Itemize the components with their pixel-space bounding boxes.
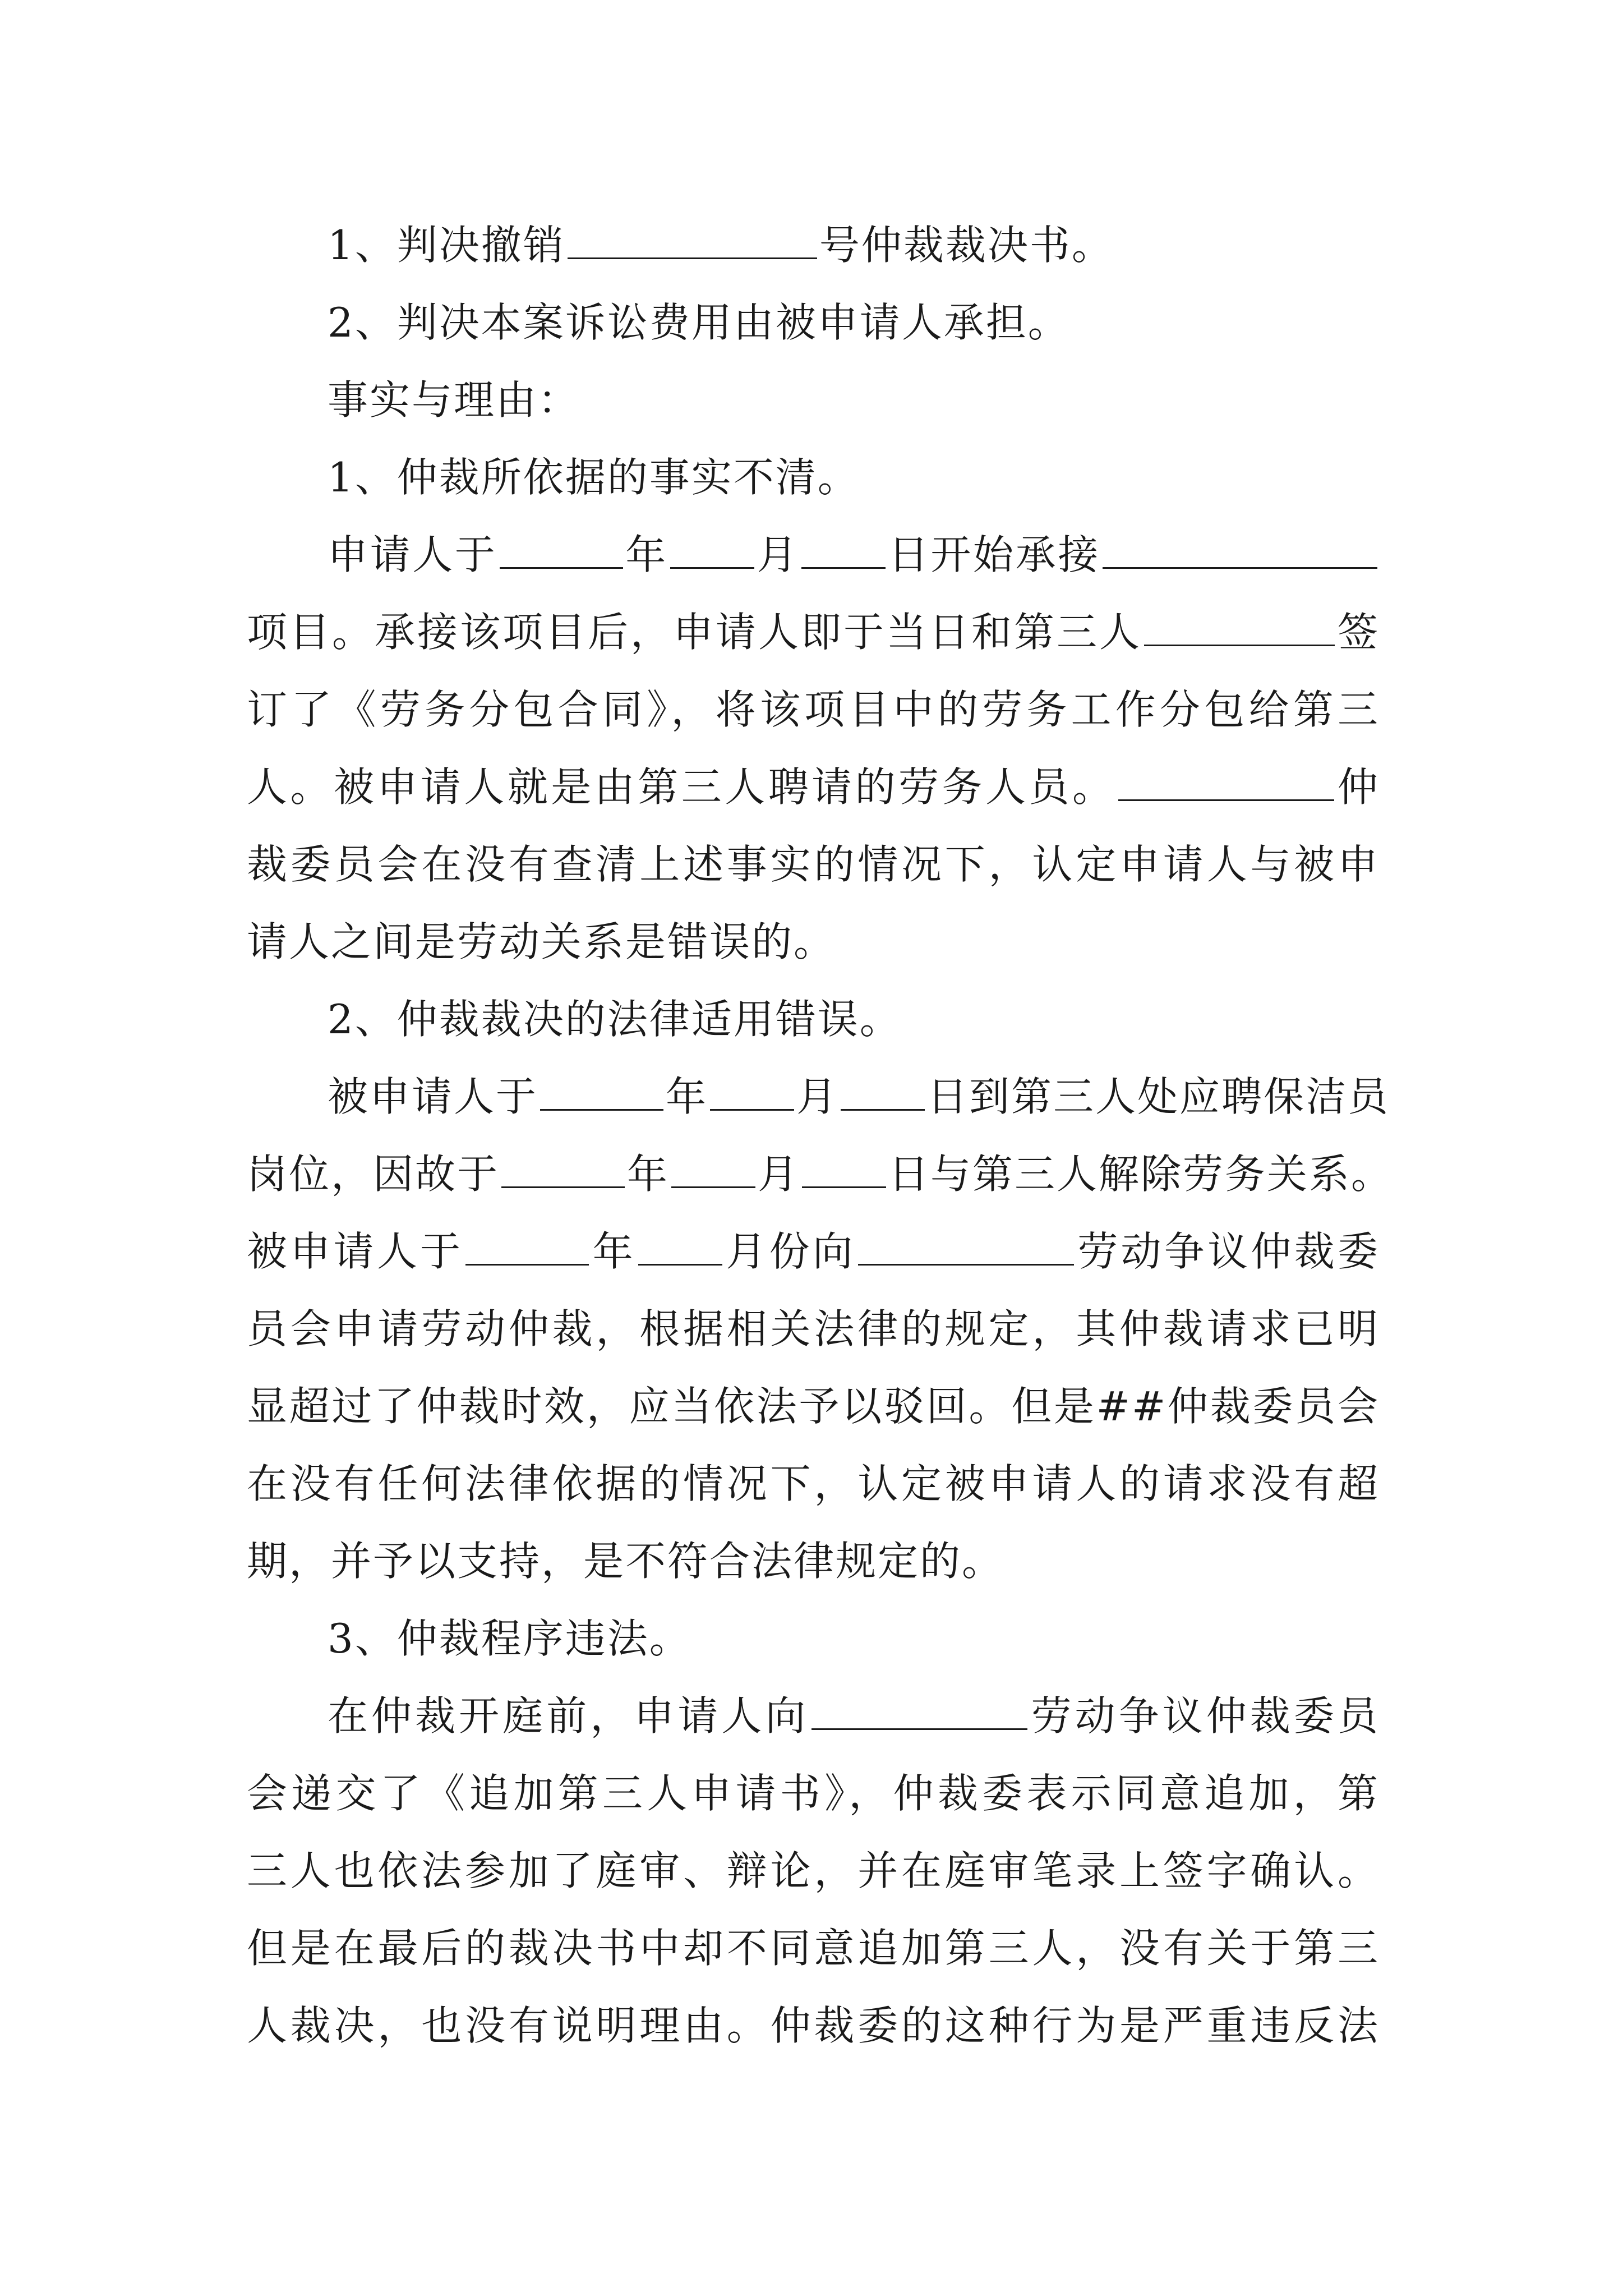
fill-in-blank (671, 1153, 755, 1188)
text-line (247, 1600, 1380, 1677)
fill-in-blank (1144, 611, 1335, 646)
fill-in-blank (501, 1153, 625, 1188)
document-body (247, 206, 1394, 2064)
fill-in-blank (710, 1075, 794, 1111)
line-text: 在仲裁开庭前，申请人向 (328, 1692, 809, 1740)
line-text: 岗位，因故于 (247, 1151, 500, 1198)
text-line (247, 1987, 1380, 2064)
text-line (247, 439, 1380, 516)
line-text: 在没有任何法律依据的情况下，认定被申请人的请求没有超 (247, 1460, 1380, 1507)
line-text: 劳动争议仲裁委 (1076, 1228, 1380, 1275)
text-line (247, 206, 1380, 284)
fill-in-blank (1103, 533, 1377, 569)
text-line (247, 1832, 1380, 1910)
text-line (247, 593, 1380, 671)
text-line (247, 1058, 1390, 1135)
text-line (247, 1910, 1380, 1987)
line-text: 但是在最后的裁决书中却不同意追加第三人，没有关于第三 (247, 1925, 1380, 1972)
line-text: 年 (625, 531, 668, 578)
line-text: 日开始承接 (888, 531, 1100, 578)
text-line (247, 284, 1380, 361)
text-line (247, 981, 1380, 1058)
fill-in-blank (500, 533, 623, 569)
line-text: 日与第三人解除劳务关系。 (888, 1151, 1394, 1198)
text-line (247, 1445, 1380, 1522)
line-text: 号仲裁裁决书。 (819, 222, 1114, 269)
line-text: 员会申请劳动仲裁，根据相关法律的规定，其仲裁请求已明 (247, 1305, 1380, 1352)
fill-in-blank (841, 1075, 925, 1111)
line-text: 申请人于 (328, 531, 497, 578)
fill-in-blank (1118, 766, 1334, 801)
line-text: 请人之间是劳动关系是错误的。 (247, 918, 836, 965)
line-text: 2、判决本案诉讼费用由被申请人承担。 (328, 299, 1070, 346)
fill-in-blank (670, 533, 754, 569)
line-text: 人。被申请人就是由第三人聘请的劳务人员。 (247, 763, 1116, 811)
line-text: 三人也依法参加了庭审、辩论，并在庭审笔录上签字确认。 (247, 1847, 1380, 1894)
line-text: 项目。承接该项目后，申请人即于当日和第三人 (247, 609, 1142, 656)
line-text: 订了《劳务分包合同》，将该项目中的劳务工作分包给第三 (247, 686, 1380, 733)
text-line (247, 903, 1380, 981)
line-text: 被申请人于 (247, 1228, 464, 1275)
text-line (247, 1522, 1380, 1600)
line-text: 日到第三人处应聘保洁员 (927, 1073, 1390, 1120)
line-text: 1、仲裁所依据的事实不清。 (328, 454, 860, 501)
fill-in-blank (858, 1230, 1074, 1266)
line-text: 人裁决，也没有说明理由。仲裁委的这种行为是严重违反法 (247, 2002, 1380, 2049)
line-text: 年 (666, 1073, 708, 1120)
fill-in-blank (802, 1153, 886, 1188)
text-line (247, 516, 1380, 593)
text-line (247, 826, 1380, 903)
line-text: 被申请人于 (328, 1073, 538, 1120)
line-text: 年 (591, 1228, 636, 1275)
fill-in-blank (811, 1695, 1027, 1730)
line-text: 2、仲裁裁决的法律适用错误。 (328, 996, 902, 1043)
line-text: 仲 (1336, 763, 1380, 811)
line-text: 显超过了仲裁时效，应当依法予以驳回。但是##仲裁委员会 (247, 1383, 1380, 1430)
fill-in-blank (638, 1230, 722, 1266)
line-text: 裁委员会在没有查清上述事实的情况下，认定申请人与被申 (247, 841, 1380, 888)
line-text: 劳动争议仲裁委员 (1029, 1692, 1380, 1740)
fill-in-blank (540, 1075, 663, 1111)
text-line (247, 1755, 1380, 1832)
line-text: 月 (796, 1073, 839, 1120)
line-text: 月 (758, 1151, 800, 1198)
text-line (247, 1368, 1380, 1445)
text-line (247, 1677, 1380, 1755)
text-line (247, 1290, 1380, 1368)
line-text: 1、判决撤销 (328, 222, 565, 269)
line-text: 3、仲裁程序违法。 (328, 1615, 691, 1662)
text-line (247, 1213, 1380, 1290)
line-text: 月份向 (724, 1228, 856, 1275)
text-line (247, 1135, 1394, 1213)
fill-in-blank (801, 533, 886, 569)
line-text: 月 (756, 531, 800, 578)
line-text: 签 (1336, 609, 1380, 656)
fill-in-blank (465, 1230, 589, 1266)
text-line (247, 748, 1380, 826)
line-text: 年 (627, 1151, 670, 1198)
text-line (247, 361, 1380, 439)
text-line (247, 671, 1380, 748)
line-text: 事实与理由： (328, 376, 580, 424)
line-text: 会递交了《追加第三人申请书》，仲裁委表示同意追加，第 (247, 1770, 1380, 1817)
fill-in-blank (568, 224, 817, 259)
line-text: 期，并予以支持，是不符合法律规定的。 (247, 1538, 1004, 1585)
